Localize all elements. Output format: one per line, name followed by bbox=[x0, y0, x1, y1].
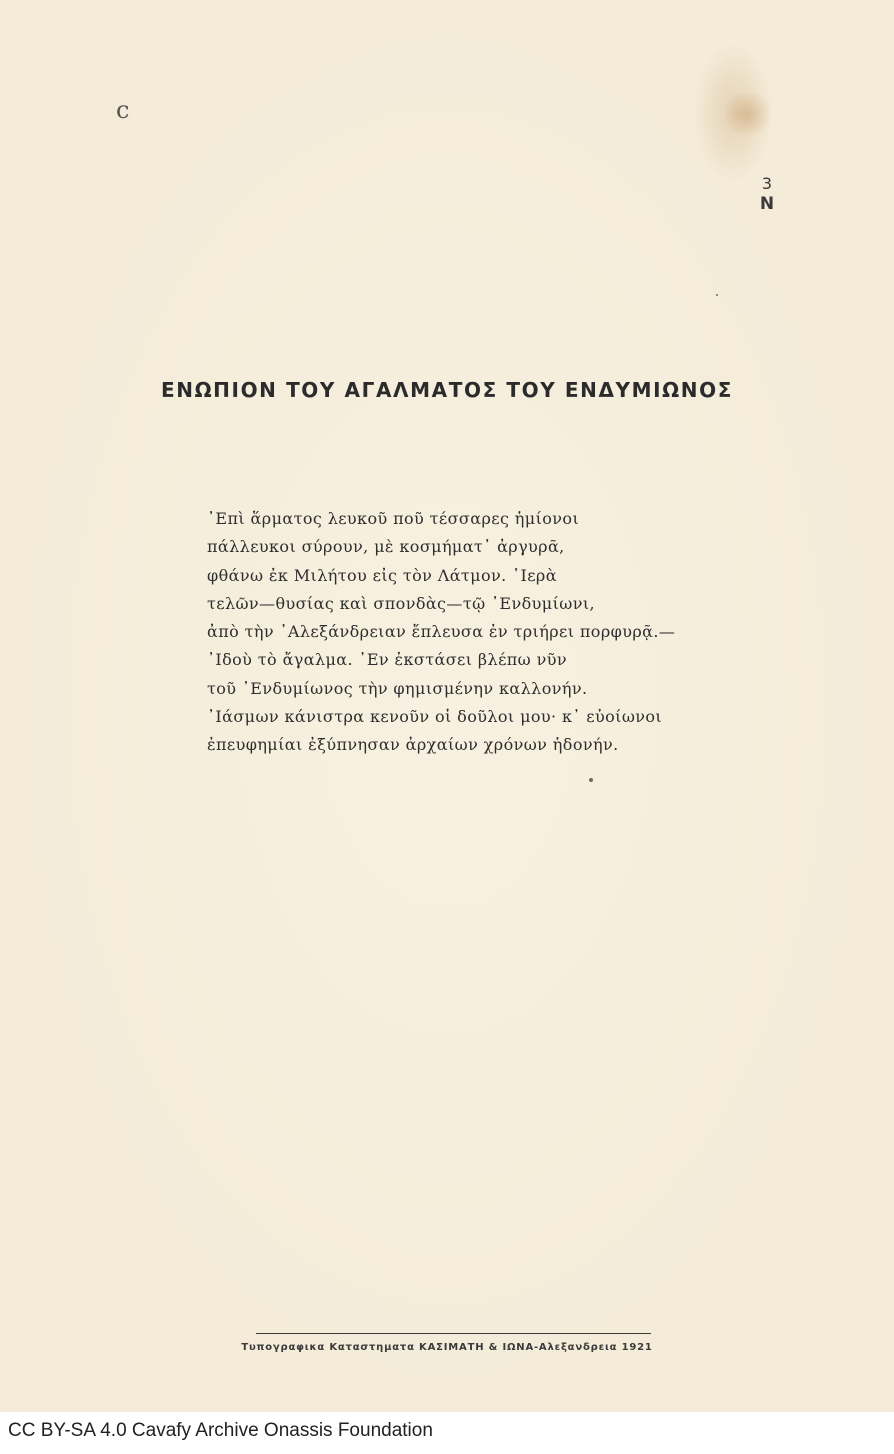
poem-title: ΕΝΩΠΙΟΝ ΤΟΥ ΑΓΑΛΜΑΤΟΣ ΤΟΥ ΕΝΔΥΜΙΩΝΟΣ bbox=[160, 378, 733, 402]
poem-line: πάλλευκοι σύρουν, μὲ κοσμήματ᾿ ἀργυρᾶ, bbox=[207, 537, 565, 557]
corner-mark: c bbox=[116, 96, 130, 124]
poem-body bbox=[207, 505, 675, 760]
poem-line: τοῦ ᾿Ενδυμίωνος τὴν φημισμένην καλλονήν. bbox=[207, 678, 588, 698]
pencil-annotation-letter: Ν bbox=[759, 194, 775, 214]
footer-rule bbox=[256, 1333, 651, 1334]
poem-line: ἐπευφημίαι ἐξύπνησαν ἀρχαίων χρόνων ἡδονήν. bbox=[207, 735, 619, 755]
foxing-stain bbox=[722, 92, 774, 136]
paper-speck bbox=[716, 294, 718, 296]
printer-imprint: Τυπογραφικα Καταστηματα ΚΑΣΙΜΑΤΗ & ΙΩΝΑ-Αλεξανδρεια 1921 bbox=[241, 1342, 653, 1353]
pencil-annotation bbox=[752, 176, 782, 213]
poem-line: τελῶν—θυσίας καὶ σπονδὰς—τῷ ᾿Ενδυμίωνι, bbox=[207, 593, 595, 613]
pencil-annotation-number: 3 bbox=[761, 174, 773, 193]
poem-line: ᾿Επὶ ἅρματος λευκοῦ ποῦ τέσσαρες ἡμίονοι bbox=[207, 509, 580, 528]
poem-line: ᾿Ιάσμων κάνιστρα κενοῦν οἱ δοῦλοι μου· κ᾿ εὐοίωνοι bbox=[207, 707, 663, 727]
poem-line: ἀπὸ τὴν ᾿Αλεξάνδρειαν ἔπλευσα ἐν τριήρει πορφυρᾷ.— bbox=[207, 622, 676, 642]
poem-line: ᾿Ιδοὺ τὸ ἄγαλμα. ᾿Εν ἐκστάσει βλέπω νῦν bbox=[207, 650, 567, 670]
poem-line: φθάνω ἐκ Μιλήτου εἰς τὸν Λάτμον. ῾Ιερὰ bbox=[207, 565, 557, 585]
credit-bar bbox=[0, 1412, 894, 1454]
paper-speck bbox=[589, 778, 593, 782]
license-credit: CC BY-SA 4.0 Cavafy Archive Onassis Foundation bbox=[8, 1420, 433, 1441]
